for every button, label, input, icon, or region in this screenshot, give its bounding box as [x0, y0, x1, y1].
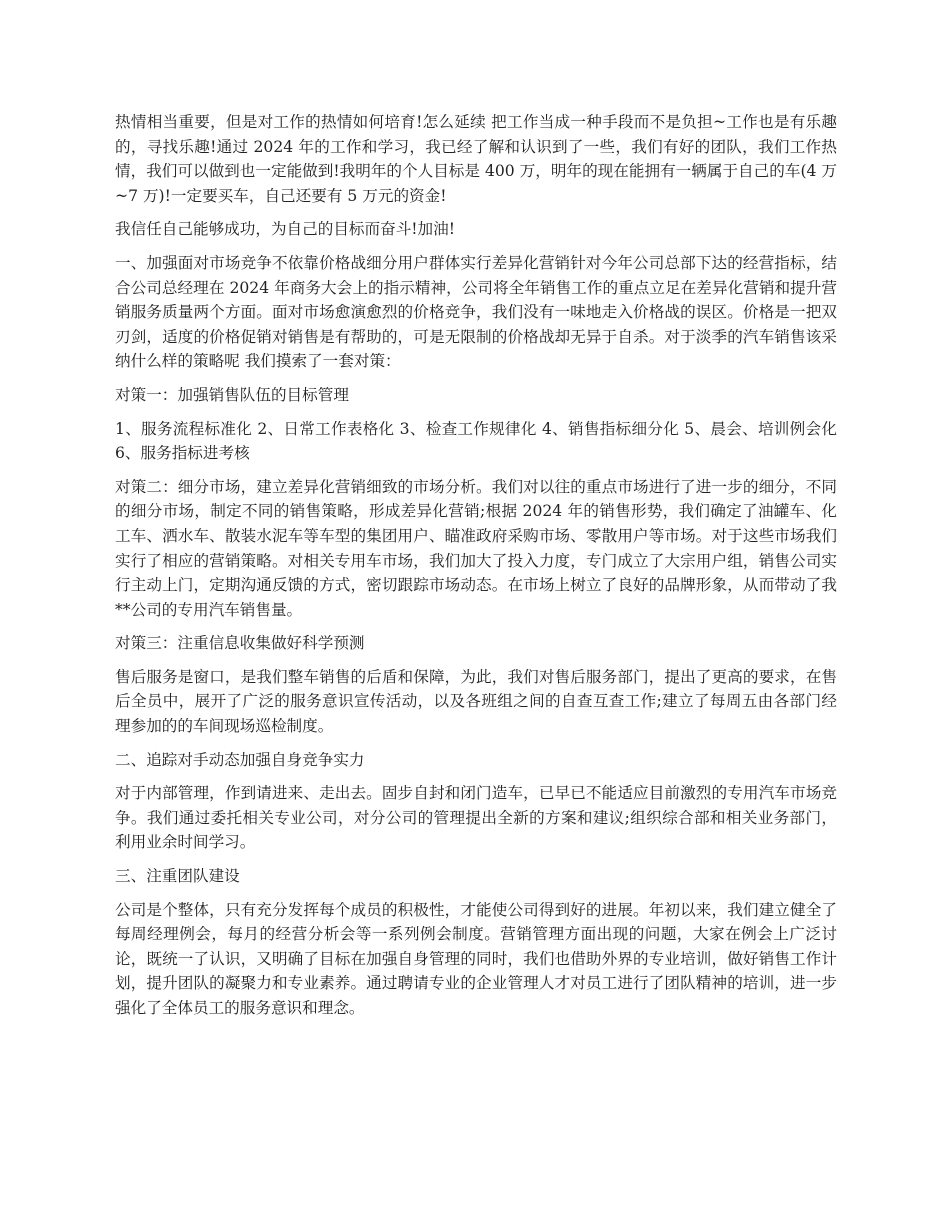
- document-body: [115, 110, 837, 1030]
- paragraph-strategy-one-list: 1、服务流程标准化 2、日常工作表格化 3、检查工作规律化 4、销售指标细分化 5、晨会、培训例会化 6、服务指标进考核: [115, 419, 837, 463]
- heading-section-three: 三、注重团队建设: [115, 867, 240, 886]
- heading-strategy-one: 对策一：加强销售队伍的目标管理: [115, 385, 349, 404]
- paragraph-work-enthusiasm: 热情相当重要，但是对工作的热情如何培育!怎么延续 把工作当成一种手段而不是负担~工作也是有乐趣的，寻找乐趣!通过 2024 年的工作和学习，我已经了解和认识到了一些，我们有好的团队，我们工作热情，我们可以做到也一定能做到!我明年的个人目标是 400 万，明年的现在能拥有一辆属于自己的车(4 万~7 万)!一定要买车，自己还要有 5 万元的资金!: [115, 113, 837, 205]
- heading-section-two: 二、追踪对手动态加强自身竞争实力: [115, 750, 365, 769]
- heading-strategy-three: 对策三：注重信息收集做好科学预测: [115, 634, 365, 653]
- paragraph-self-belief: 我信任自己能够成功，为自己的目标而奋斗!加油!: [115, 220, 456, 239]
- paragraph-section-one: 一、加强面对市场竞争不依靠价格战细分用户群体实行差异化营销针对今年公司总部下达的经营指标，结合公司总经理在 2024 年商务大会上的指示精神，公司将全年销售工作的重点立足在差异化营销和提升营销服务质量两个方面。面对市场愈演愈烈的价格竞争，我们没有一味地走入价格战的误区。价格是一把双刃剑，适度的价格促销对销售是有帮助的，可是无限制的价格战却无异于自杀。对于淡季的汽车销售该采纳什么样的策略呢 我们摸索了一套对策：: [115, 253, 837, 371]
- paragraph-after-sales: 售后服务是窗口，是我们整车销售的后盾和保障，为此，我们对售后服务部门，提出了更高的要求，在售后全员中，展开了广泛的服务意识宣传活动，以及各班组之间的自查互查工作;建立了每周五由各部门经理参加的的车间现场巡检制度。: [115, 667, 837, 736]
- paragraph-strategy-two: 对策二：细分市场，建立差异化营销细致的市场分析。我们对以往的重点市场进行了进一步的细分，不同的细分市场，制定不同的销售策略，形成差异化营销;根据 2024 年的销售形势，我们确定了油罐车、化工车、洒水车、散装水泥车等车型的集团用户、瞄准政府采购市场、零散用户等市场。对于这些市场我们实行了相应的营销策略。对相关专用车市场，我们加大了投入力度，专门成立了大宗用户组，销售公司实行主动上门，定期沟通反馈的方式，密切跟踪市场动态。在市场上树立了良好的品牌形象，从而带动了我**公司的专用汽车销售量。: [115, 477, 837, 619]
- paragraph-team-building: 公司是个整体，只有充分发挥每个成员的积极性，才能使公司得到好的进展。年初以来，我们建立健全了每周经理例会，每月的经营分析会等一系列例会制度。营销管理方面出现的问题，大家在例会上广泛讨论，既统一了认识，又明确了目标在加强自身管理的同时，我们也借助外界的专业培训，做好销售工作计划，提升团队的凝聚力和专业素养。通过聘请专业的企业管理人才对员工进行了团队精神的培训，进一步强化了全体员工的服务意识和理念。: [115, 900, 837, 1017]
- paragraph-internal-management: 对于内部管理，作到请进来、走出去。固步自封和闭门造车，已早已不能适应目前激烈的专用汽车市场竞争。我们通过委托相关专业公司，对分公司的管理提出全新的方案和建议;组织综合部和相关业务部门，利用业余时间学习。: [115, 784, 837, 852]
